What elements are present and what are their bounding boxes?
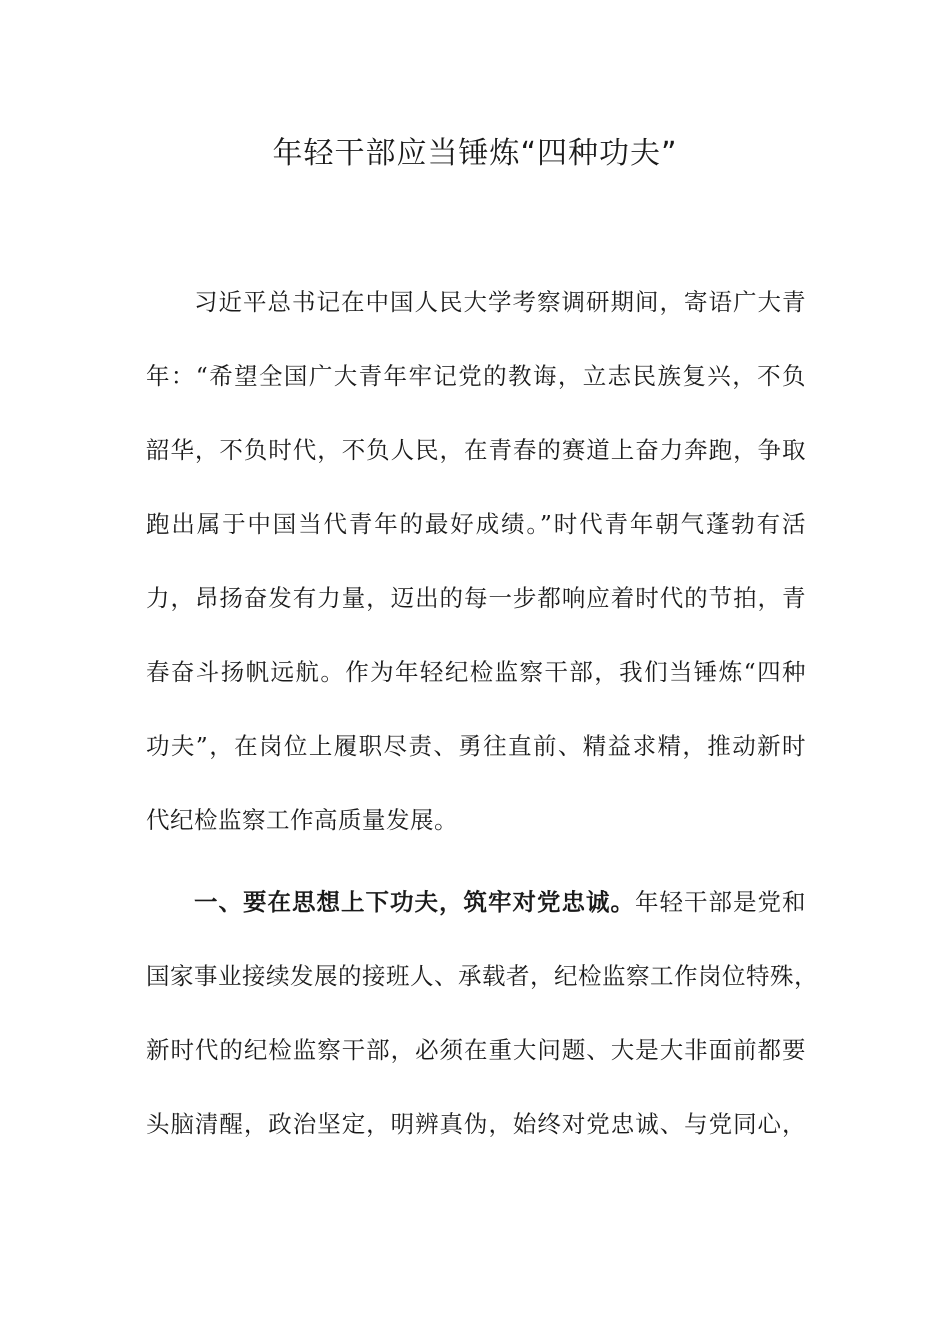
document-body	[146, 282, 818, 1178]
paragraph-line: 新时代的纪检监察干部，必须在重大问题、大是大非面前都要	[146, 1036, 806, 1064]
paragraph-line: 力，昂扬奋发有力量，迈出的每一步都响应着时代的节拍，青	[146, 584, 806, 612]
section-heading-line	[146, 882, 806, 956]
paragraph-line: 代纪检监察工作高质量发展。	[146, 806, 458, 834]
paragraph-line: 头脑清醒，政治坚定，明辨真伪，始终对党忠诚、与党同心，	[146, 1110, 806, 1138]
paragraph-line: 跑出属于中国当代青年的最好成绩。”时代青年朝气蓬勃有活	[146, 510, 806, 538]
paragraph-line: 韶华，不负时代，不负人民，在青春的赛道上奋力奔跑，争取	[146, 436, 806, 464]
document-title: 年轻干部应当锤炼“四种功夫”	[272, 136, 678, 171]
paragraph-line: 功夫”，在岗位上履职尽责、勇往直前、精益求精，推动新时	[146, 732, 806, 760]
paragraph-line: 习近平总书记在中国人民大学考察调研期间，寄语广大青	[194, 288, 806, 316]
section-text: 年轻干部是党和	[635, 888, 806, 916]
paragraph-line: 国家事业接续发展的接班人、承载者，纪检监察工作岗位特殊，	[146, 962, 818, 990]
section-heading: 一、要在思想上下功夫，筑牢对党忠诚。	[194, 888, 635, 916]
paragraph-line: 春奋斗扬帆远航。作为年轻纪检监察干部，我们当锤炼“四种	[146, 658, 806, 686]
paragraph-line: 年：“希望全国广大青年牢记党的教诲，立志民族复兴，不负	[146, 362, 806, 390]
